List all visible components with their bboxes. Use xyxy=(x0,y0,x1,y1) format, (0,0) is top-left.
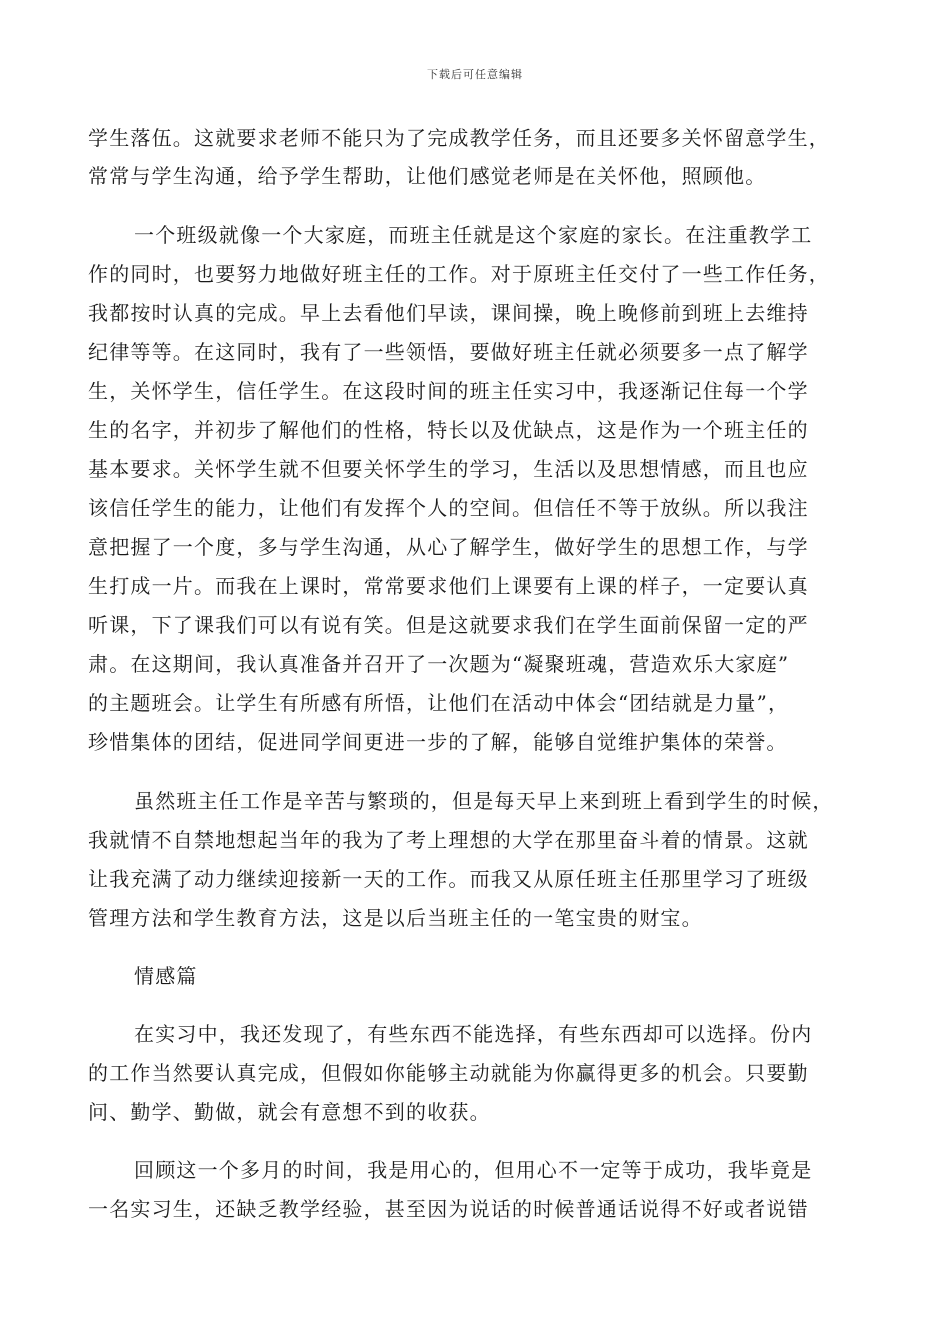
text-line: 肃。在这期间，我认真准备并召开了一次题为“凝聚班魂，营造欢乐大家庭” xyxy=(88,652,790,676)
page-header: 下载后可任意编辑 xyxy=(427,68,523,81)
text-line: 的主题班会。让学生有所感有所悟，让他们在活动中体会“团结就是力量”， xyxy=(88,691,790,715)
text-line: 问、勤学、勤做，就会有意想不到的收获。 xyxy=(88,1100,491,1124)
text-line: 作的同时，也要努力地做好班主任的工作。对于原班主任交付了一些工作任务， xyxy=(88,262,830,286)
text-line: 虽然班主任工作是辛苦与繁琐的，但是每天早上来到班上看到学生的时候， xyxy=(134,789,834,813)
text-line: 我都按时认真的完成。早上去看他们早读，课间操，晚上晚修前到班上去维持 xyxy=(88,301,809,325)
text-line: 基本要求。关怀学生就不但要关怀学生的学习，生活以及思想情感，而且也应 xyxy=(88,457,809,481)
text-line: 回顾这一个多月的时间，我是用心的，但用心不一定等于成功，我毕竟是 xyxy=(134,1158,813,1182)
text-line: 常常与学生沟通，给予学生帮助，让他们感觉老师是在关怀他，照顾他。 xyxy=(88,164,767,188)
text-line: 学生落伍。这就要求老师不能只为了完成教学任务，而且还要多关怀留意学生， xyxy=(88,126,830,150)
text-line: 该信任学生的能力，让他们有发挥个人的空间。但信任不等于放纵。所以我注 xyxy=(88,496,809,520)
text-line: 生，关怀学生，信任学生。在这段时间的班主任实习中，我逐渐记住每一个学 xyxy=(88,379,809,403)
text-line: 珍惜集体的团结，促进同学间更进一步的了解，能够自觉维护集体的荣誉。 xyxy=(88,730,788,754)
text-line: 在实习中，我还发现了，有些东西不能选择，有些东西却可以选择。份内 xyxy=(134,1022,813,1046)
text-line: 生打成一片。而我在上课时，常常要求他们上课要有上课的样子，一定要认真 xyxy=(88,574,809,598)
text-line: 一名实习生，还缺乏教学经验，甚至因为说话的时候普通话说得不好或者说错 xyxy=(88,1197,809,1221)
text-line: 让我充满了动力继续迎接新一天的工作。而我又从原任班主任那里学习了班级 xyxy=(88,867,809,891)
text-line: 意把握了一个度，多与学生沟通，从心了解学生，做好学生的思想工作，与学 xyxy=(88,535,809,559)
section-heading: 情感篇 xyxy=(134,964,198,988)
text-line: 的工作当然要认真完成，但假如你能够主动就能为你赢得更多的机会。只要勤 xyxy=(88,1061,809,1085)
text-line: 生的名字，并初步了解他们的性格，特长以及优缺点，这是作为一个班主任的 xyxy=(88,418,809,442)
text-line: 纪律等等。在这同时，我有了一些领悟，要做好班主任就必须要多一点了解学 xyxy=(88,340,809,364)
text-line: 一个班级就像一个大家庭，而班主任就是这个家庭的家长。在注重教学工 xyxy=(134,223,813,247)
text-line: 听课，下了课我们可以有说有笑。但是这就要求我们在学生面前保留一定的严 xyxy=(88,613,809,637)
text-line: 管理方法和学生教育方法，这是以后当班主任的一笔宝贵的财宝。 xyxy=(88,906,703,930)
text-line: 我就情不自禁地想起当年的我为了考上理想的大学在那里奋斗着的情景。这就 xyxy=(88,828,809,852)
